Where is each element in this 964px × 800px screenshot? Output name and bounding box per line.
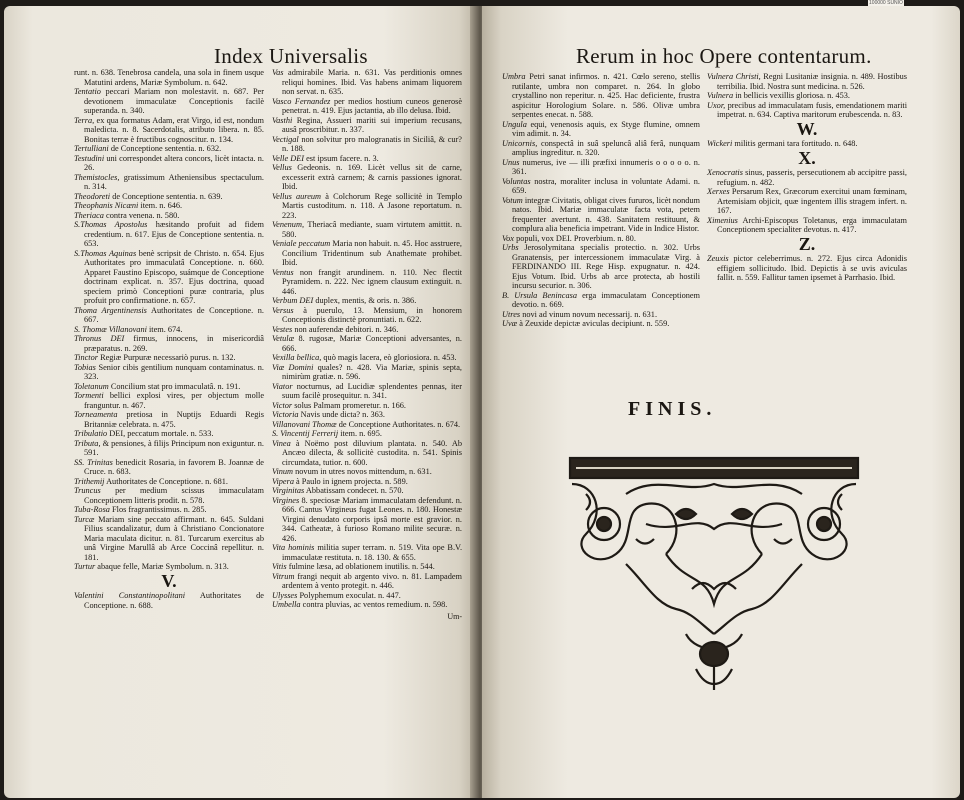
entry-term: Vasco Fernandez [272, 96, 331, 106]
entry-term: Xenocratis [707, 168, 743, 177]
index-entry [74, 249, 264, 306]
index-entry [272, 68, 462, 97]
entry-term: Ximenius [707, 215, 738, 225]
index-entry [74, 515, 264, 563]
entry-text: Authoritates de Conceptione. n. 688. [84, 591, 264, 610]
entry-text: benedicit Rosaria, in favorem B. Joannæ de Cruce. n. 683. [84, 457, 264, 476]
entry-term: Unus [502, 157, 520, 167]
entry-term: Vipera [272, 476, 294, 486]
entry-term: Villanovani Thomæ [272, 419, 337, 429]
entry-text: Mariam sine peccato affirmant. n. 645. Suldani Filius scandalizatur, dum à Christiano Concionatore Maria maculata dicitur. n. 81. Turcarum exercitus ab unâ Virgine Marullâ ab Arce Coccinâ repellitur. n. 181. [84, 514, 264, 562]
entry-term: Ungula [502, 119, 527, 129]
left-running-head: Index Universalis [214, 44, 368, 68]
index-entry [272, 439, 462, 468]
entry-term: Victor [272, 400, 293, 410]
entry-text: populi, vox DEI. Proverbium. n. 80. [516, 233, 636, 243]
entry-text: à Paulo in ignem projecta. n. 589. [296, 476, 408, 486]
entry-term: Utres [502, 309, 521, 319]
entry-text: contra venena. n. 580. [106, 210, 180, 220]
entry-text: à Noëmo post diluvium plantata. n. 540. Ab Ancæo dilecta, & sollicitè custodita. n. 541. Spinis circumdata, tutior. n. 600. [282, 438, 462, 467]
section-letter-v: V. [161, 570, 177, 591]
entry-text: à Colchorum Rege sollicitè in Templo Martis custoditum. n. 118. A Jasone reportatum. n. 223. [282, 191, 463, 220]
entry-term: Vectigal [272, 134, 299, 144]
index-entry [74, 201, 264, 211]
entry-term: Thronus DEI [74, 334, 125, 343]
index-entry [74, 486, 264, 505]
index-entry [272, 562, 462, 572]
entry-term: Vetulæ [272, 334, 295, 343]
index-entry [272, 496, 462, 544]
entry-text: conspectâ in suâ speluncâ aliâ ferâ, nunquam amplius ingreditur. n. 320. [512, 138, 701, 157]
index-entry [74, 306, 264, 325]
entry-term: Virginitas [272, 486, 305, 495]
entry-term: Venenum, [272, 220, 305, 229]
entry-text: Authoritates de Conceptione. n. 681. [106, 476, 228, 486]
entry-term: Tributa, [74, 438, 101, 448]
entry-term: Turtur [74, 562, 96, 571]
index-entry [707, 187, 907, 216]
index-entry [74, 353, 264, 363]
entry-term: Tobias [74, 362, 96, 372]
index-entry [502, 158, 700, 177]
entry-term: Umbra [502, 72, 526, 81]
entry-text: pictor celeberrimus. n. 272. Ejus circa Adonidis effigiem sollicitudo. Ibid. Depictis à se uvis aviculas fallit. n. 559. Fallitur tamen ipsemet à Parrhasio. Ibid. [717, 254, 907, 282]
entry-term: Theriaca [74, 210, 104, 220]
entry-text: Regina, Assueri mariti sui imperium recusans, ausâ proscribitur. n. 337. [282, 115, 463, 134]
entry-term: Vasthi [272, 115, 293, 125]
entry-text: item. n. 695. [340, 429, 382, 438]
entry-text: militia super terram. n. 519. Vita ope B.V. immaculatæ restituta. n. 18. 130. & 655. [282, 543, 463, 562]
entry-text: sinus, passeris, persecutionem ab accipitre passi, refugium. n. 482. [717, 168, 907, 187]
entry-term: S. Thomæ Villanovani [74, 324, 147, 334]
index-entry [502, 310, 700, 320]
index-entry [272, 420, 462, 430]
entry-text: de Conceptione Authoritates. n. 674. [338, 419, 461, 429]
entry-term: Vexilla bellica, [272, 353, 322, 362]
entry-text: Concilium stat pro immaculatâ. n. 191. [110, 381, 241, 391]
index-entry [74, 334, 264, 353]
entry-text: quales? n. 428. Via Mariæ, spinis septa, nimirùm gratiæ. n. 596. [282, 362, 462, 381]
entry-term: Victoria [272, 410, 299, 419]
entry-term: B. Ursula Benincasa [502, 290, 577, 300]
index-entry [74, 173, 264, 192]
index-entry [272, 135, 462, 154]
entry-text: & pensiones, à filijs Principum non exiguntur. n. 591. [84, 438, 264, 457]
index-entry [502, 319, 700, 329]
catchword: Um- [447, 611, 462, 621]
entry-term: Toletanum [74, 381, 109, 391]
entry-term: Vestes [272, 324, 293, 334]
section-letter-x: X. [798, 147, 816, 168]
index-entry [74, 192, 264, 202]
entry-text: militis germani tara fortitudo. n. 648. [734, 139, 858, 148]
index-entry [272, 220, 462, 239]
entry-term: Vitis [272, 562, 287, 571]
entry-text: precibus ad immaculatam fusis, emendationem mariti impetrat. n. 634. Captiva maritorum erubescenda. n. 83. [717, 100, 908, 119]
index-entry [272, 154, 462, 164]
index-entry [74, 410, 264, 429]
entry-term: Tinctor [74, 353, 98, 362]
index-entry [707, 168, 907, 187]
section-letter-z: Z. [798, 233, 816, 254]
entry-text: hæsitando profuit ad fidem credentium. n. 617. Ejus de Conceptione sententia. n. 653. [84, 220, 264, 248]
entry-term: Tribulatio [74, 429, 108, 438]
entry-text: item. n. 646. [140, 201, 183, 210]
index-entry [74, 363, 264, 382]
entry-text: peccari Mariam non molestavit. n. 687. Per devotionem immaculatæ Conceptionis facilè superanda. n. 340. [84, 87, 265, 115]
index-entry [272, 543, 462, 562]
index-entry [707, 254, 907, 283]
index-entry [707, 216, 907, 235]
entry-term: Tormenti [74, 391, 104, 400]
entry-term: Tentatio [74, 87, 101, 96]
entry-term: Vellus aureum [272, 191, 322, 201]
index-entry [272, 401, 462, 411]
entry-text: in bellicis vexillis gloriosa. n. 453. [735, 91, 850, 100]
entry-term: Theophanis Nicæni [74, 201, 139, 210]
entry-text: Flos fragrantissimus. n. 285. [112, 505, 207, 514]
entry-term: Truncus [74, 486, 101, 495]
entry-text: benè scripsit de Christo. n. 654. Ejus Authoritates pro immaculatâ Conceptione. n. 660. Apparet Faustino Episcopo, suámque de Conceptione doctrinam explicat. n. 357. Ejus doctrina, quoad speciem primò Conceptioni puræ contraria, plus profuit pro confirmatione. n. 657. [84, 248, 264, 305]
index-entry [74, 154, 264, 173]
entry-text: quò magis lacera, eò gloriosiora. n. 453. [323, 353, 457, 362]
entry-text: Regni Lusitaniæ insignia. n. 489. Hostibus terribilia. Ibid. Nostra sunt medicina. n. 526. [717, 72, 907, 91]
entry-term: Vulnera Christi, [707, 72, 761, 81]
entry-text: contra pluvias, ac ventos remedium. n. 598. [302, 600, 448, 609]
entry-term: SS. Trinitas [74, 457, 113, 467]
entry-text: est ipsum facere. n. 3. [306, 153, 379, 163]
index-entry [74, 116, 264, 145]
entry-text: Navis unde dicta? n. 363. [300, 410, 385, 419]
entry-term: Zeuxis [707, 254, 729, 263]
index-entry [272, 429, 462, 439]
entry-text: solus Palmam promeretur. n. 166. [294, 400, 406, 410]
entry-text: Petri sanat infirmos. n. 421. Cœlo sereno, stellis rutilante, umbra non comparet. n. 264. In globo crystallino non reperitur. n. 425. Hac deficiente, frustra aspicitur Horologium Solare. n. 586. Olivæ umbra serpentes enecat. n. 588. [512, 72, 700, 119]
entry-text: runt. n. 638. Tenebrosa candela, una sola in finem usque Matutini ardens, Mariæ Symbolum. n. 642. [74, 68, 264, 87]
entry-text: frangi nequit ab argento vivo. n. 81. Lampadem ardentem à vento protegit. n. 446. [282, 571, 462, 590]
right-column-2 [707, 72, 907, 283]
entry-term: Xerxes [707, 187, 730, 196]
entry-text: à puerulo, 13. Mensium, in honorem Conceptionis distinctè pronuntiati. n. 622. [282, 305, 462, 324]
index-entry [74, 439, 264, 458]
entry-text: bellici explosi vires, per objectum molle franguntur. n. 467. [84, 391, 265, 410]
entry-text: per medios hostium cuneos generosè penetrat. n. 419. Ejus jactantia, ab illo delusa. Ibid. [282, 96, 463, 115]
entry-text: fulmine læsa, ad oblationem inutilis. n. 544. [288, 562, 435, 571]
entry-term: Votum [502, 195, 523, 205]
entry-text: numerus, ive — illi præfixi innumeris o o o o o. n. 361. [512, 157, 700, 176]
index-entry [272, 467, 462, 477]
index-entry [74, 382, 264, 392]
entry-text: ex qua formatus Adam, erat Virgo, id est, nondum maledicta. n. 8. Sacerdotalis, atributo libera. n. 85. Bonitas terræ è fructibus cognoscitur. n. 134. [84, 115, 265, 144]
entry-term: S. Vincentij Ferrerij [272, 429, 339, 438]
entry-term: S.Thomas Apostolus [74, 220, 148, 229]
index-entry [272, 296, 462, 306]
index-entry [74, 391, 264, 410]
index-entry [272, 600, 462, 610]
entry-term: Vita hominis [272, 543, 315, 552]
entry-text: gratissimum Atheniensibus spectaculum. n. 314. [84, 172, 264, 191]
entry-text: 8. rugosæ, Mariæ Conceptioni adversantes, n. 666. [282, 334, 463, 353]
entry-text: non auferendæ debitori. n. 346. [294, 324, 399, 334]
index-entry [502, 291, 700, 310]
entry-text: pretiosa in Nuptijs Eduardi Regis Britanniæ celebrata. n. 475. [84, 410, 264, 429]
entry-term: Uvæ [502, 319, 518, 328]
entry-term: S.Thomas Aquinas [74, 248, 137, 258]
index-entry [502, 72, 700, 120]
entry-term: Umbella [272, 600, 301, 609]
entry-text: integræ Civitatis, obligat cives fururos, licèt nondum natos. Ibid. Mariæ immaculatæ facta vota, petem frequenter avertunt. n. 438. Sanitatem restituunt, & complura alia beneficia impetrant. Vide in Indice Histor. [512, 195, 701, 233]
entry-text: erga immaculatam Conceptionem devotio. n. 669. [512, 290, 701, 309]
entry-text: Regiæ Purpuræ necessariò purus. n. 132. [100, 353, 236, 362]
index-entry [272, 353, 462, 363]
entry-term: Terra, [74, 115, 95, 125]
index-entry [707, 72, 907, 91]
index-entry [272, 116, 462, 135]
entry-term: Viæ Domini [272, 362, 314, 372]
entry-text: de Conceptione sententia. n. 632. [110, 144, 222, 153]
entry-text: Persarum Rex, Græcorum exercitui unam fœminam, Artemisiam objicit, quæ ingentem illis stragem infert. n. 167. [717, 187, 907, 215]
entry-text: per medium scissus immaculatam Conceptionem litteris prodit. n. 578. [84, 486, 264, 505]
entry-text: Gedeonis. n. 169. Licèt vellus sit de carne, excesserit extrà carnem; & carnis passiones ignorat. Ibid. [282, 163, 462, 191]
index-entry [272, 477, 462, 487]
right-page [482, 6, 960, 798]
entry-term: Trithemij [74, 476, 105, 486]
entry-text: DEI, peccatum mortale. n. 533. [109, 429, 214, 438]
index-entry [502, 177, 700, 196]
entry-term: Vinea [272, 438, 291, 448]
index-entry [272, 410, 462, 420]
entry-term: Virgines [272, 495, 300, 505]
entry-text: Authoritates de Conceptione. n. 667. [84, 305, 264, 324]
entry-text: 8. speciosæ Mariam immaculatam defendunt. n. 666. Cantus Virgineus fugat Leones. n. 180. Honestæ Virgini denudato corporis ipsâ morte est gravior. n. 344. Catheatæ, à furioso Romano milite securæ. n. 426. [282, 495, 462, 543]
entry-term: Vox [502, 233, 514, 243]
entry-term: Tertulliani [74, 144, 109, 153]
left-column-2 [272, 68, 462, 621]
entry-text: item. 674. [148, 324, 183, 334]
entry-text: nostra, moraliter inclusa in voluntate Adami. n. 659. [512, 176, 700, 195]
entry-term: Ventus [272, 267, 294, 277]
entry-term: Viator [272, 381, 293, 391]
right-column-1 [502, 72, 700, 329]
index-entry [74, 211, 264, 221]
index-entry [272, 363, 462, 382]
index-entry [502, 234, 700, 244]
index-entry [74, 220, 264, 249]
entry-term: Themistocles, [74, 172, 120, 182]
entry-text: non solvitur pro malogranatis in Siciliâ, & cur? n. 188. [282, 134, 462, 153]
entry-text: abaque felle, Mariæ Symbolum. n. 313. [97, 562, 229, 571]
entry-text: nocturnus, ad Lucidiæ splendentes pennas, iter suum facilè prosequitur. n. 341. [282, 381, 462, 400]
entry-term: Vellus [272, 163, 292, 172]
entry-term: Voluntas [502, 176, 531, 186]
entry-text: non frangit arundinem. n. 110. Nec flectit Pyramidem. n. 222. Nec ignem clausum extinguit. n. 446. [282, 267, 462, 296]
entry-text: uni correspondet altera concors, licèt intacta. n. 26. [84, 153, 265, 172]
index-entry [502, 243, 700, 291]
index-entry [74, 144, 264, 154]
entry-text: Abbatissam condecet. n. 570. [305, 486, 404, 495]
index-entry [272, 486, 462, 496]
left-column-1 [74, 68, 264, 610]
index-entry [707, 101, 907, 120]
index-entry [272, 163, 462, 192]
index-entry [272, 306, 462, 325]
index-entry [502, 196, 700, 234]
entry-term: Thoma Argentinensis [74, 305, 147, 315]
entry-text: Theriacâ mediante, suam virtutem amittit. n. 580. [282, 220, 462, 239]
entry-text: firmus, innocens, in misericordiâ præparatus. n. 269. [84, 334, 264, 353]
index-entry [74, 477, 264, 487]
entry-term: Urbs [502, 243, 519, 252]
scan-tag: 100000 SUNIO [868, 0, 904, 14]
index-entry [74, 429, 264, 439]
entry-term: Wickeri [707, 139, 733, 148]
entry-text: equi, venenosis aquis, ex Styge flumine, omnem vim adimit. n. 34. [512, 119, 700, 138]
index-entry [74, 87, 264, 116]
entry-text: admirabile Maria. n. 631. Vas perditionis omnes reliqui homines. Ibid. Vas habens animam liquorem non servat. n. 635. [282, 68, 462, 96]
entry-text: Polyphemum exoculat. n. 447. [299, 590, 401, 600]
entry-text: à Zeuxide depictæ aviculas decipiunt. n. 559. [519, 319, 670, 328]
entry-text: Jerosolymitana specialis protectio. n. 302. Urbs Granatensis, per intercessionem immaculatæ Virg. à FERDINANDO III. Rege Hisp. expugnatur. n. 424. Ejus Votum. Ibid. Urbs ab arce protecta, ab hostili incursu securior. n. 306. [512, 243, 701, 290]
entry-term: Testudini [74, 153, 105, 163]
index-entry [272, 239, 462, 268]
index-entry [502, 139, 700, 158]
right-running-head: Rerum in hoc Opere contentarum. [576, 44, 872, 68]
entry-term: Velle DEI [272, 153, 305, 163]
section-letter-w: W. [796, 118, 818, 139]
entry-term: Ulysses [272, 590, 298, 600]
index-entry [74, 591, 264, 610]
index-entry [272, 268, 462, 297]
entry-term: Tuba-Rosa [74, 505, 110, 514]
entry-term: Vas [272, 68, 284, 77]
index-entry [272, 382, 462, 401]
index-entry [74, 505, 264, 515]
entry-text: de Conceptione sententia. n. 639. [112, 191, 223, 201]
index-entry [74, 458, 264, 477]
entry-term: Unicornis, [502, 138, 538, 148]
entry-text: duplex, mentis, & oris. n. 386. [315, 296, 417, 305]
entry-term: Versus [272, 305, 294, 315]
index-entry [272, 325, 462, 335]
entry-term: Theodoreti [74, 191, 111, 201]
entry-term: Uxor, [707, 100, 726, 110]
index-entry [272, 192, 462, 221]
left-page [4, 6, 478, 798]
entry-term: Vitrum [272, 571, 295, 581]
entry-term: Vinum [272, 467, 294, 476]
entry-term: Turcæ [74, 514, 95, 524]
entry-text: Archi-Episcopus Toletanus, erga immaculatam Conceptionem specialiter devotus. n. 417. [717, 215, 907, 234]
index-entry [272, 334, 462, 353]
entry-term: Vulnera [707, 91, 734, 100]
index-entry [272, 572, 462, 591]
tailpiece-ornament [566, 454, 862, 694]
entry-term: Valentini Constantinopolitani [74, 591, 186, 600]
index-entry [707, 91, 907, 101]
index-entry [272, 97, 462, 116]
index-entry [74, 68, 264, 87]
entry-text: Senior cibis gentilium nunquam contaminatus. n. 323. [84, 362, 265, 381]
entry-term: Torneamenta [74, 410, 118, 419]
index-entry [74, 325, 264, 335]
entry-text: novi ad vinum novum necessarij. n. 631. [522, 309, 658, 319]
entry-term: Verbum DEI [272, 296, 314, 305]
finis-heading: FINIS. [628, 398, 717, 420]
entry-text: Maria non habuit. n. 45. Hoc asstruere, Concilium Tridentinum sub Anathemate prohibet. Ibid. [282, 239, 462, 267]
entry-text: novum in utres novos mittendum, n. 631. [295, 467, 432, 476]
index-entry [272, 591, 462, 601]
entry-term: Veniale peccatum [272, 239, 331, 248]
index-entry [502, 120, 700, 139]
